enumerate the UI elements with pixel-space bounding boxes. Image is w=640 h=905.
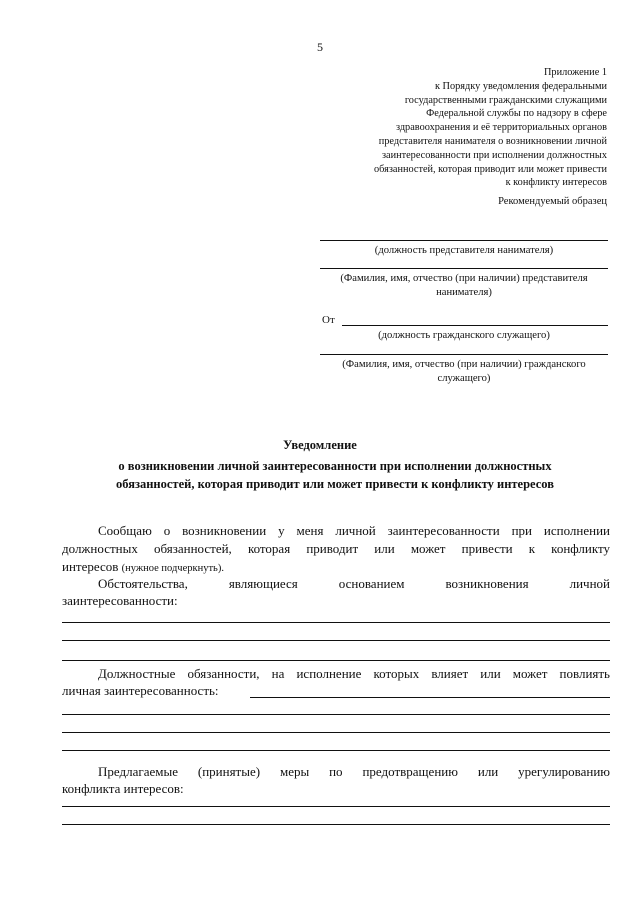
- appendix-line: обязанностей, которая приводит или может привести: [373, 163, 607, 175]
- servant-position-caption: (должность гражданского служащего): [378, 330, 550, 341]
- appendix-line: представителя нанимателя о возникновении личной: [378, 135, 607, 147]
- employer-position-line: [320, 240, 608, 241]
- servant-name-caption-line: (Фамилия, имя, отчество (при наличии) гражданского: [342, 359, 586, 370]
- fill-line: [62, 714, 610, 715]
- appendix-line: к конфликту интересов: [505, 177, 607, 189]
- appendix-line: к Порядку уведомления федеральными: [434, 80, 607, 92]
- paragraph-line: конфликта интересов:: [62, 781, 184, 796]
- paragraph-line: Предлагаемые (принятые) меры по предотвращению или урегулированию: [98, 764, 610, 779]
- employer-position-caption: (должность представителя нанимателя): [374, 245, 554, 256]
- employer-name-caption-line: нанимателя): [436, 287, 492, 298]
- fill-line: [250, 697, 610, 698]
- fill-line: [62, 806, 610, 807]
- fill-line: [62, 824, 610, 825]
- paragraph-line: заинтересованности:: [62, 593, 178, 608]
- appendix-line: государственными гражданскими служащими: [404, 94, 607, 106]
- appendix-line: Федеральной службы по надзору в сфере: [426, 108, 607, 120]
- underline-note: (нужное подчеркнуть).: [121, 563, 224, 574]
- fill-line: [62, 732, 610, 733]
- from-label: От: [322, 314, 335, 326]
- appendix-line: заинтересованности при исполнении должностных: [381, 149, 607, 161]
- recommended-sample-label: Рекомендуемый образец: [498, 196, 607, 207]
- paragraph-line: Сообщаю о возникновении у меня личной заинтересованности при исполнении: [98, 523, 610, 538]
- fill-line: [62, 640, 610, 641]
- paragraph-line: личная заинтересованность:: [62, 683, 219, 698]
- paragraph-measures: [62, 763, 610, 781]
- employer-name-caption-line: (Фамилия, имя, отчество (при наличии) представителя: [340, 273, 588, 284]
- notice-subtitle-line: обязанностей, которая приводит или может привести к конфликту интересов: [116, 477, 554, 491]
- notice-subtitle: [60, 457, 610, 493]
- notice-title: Уведомление: [283, 438, 357, 452]
- page-number: 5: [317, 40, 323, 54]
- servant-name-caption-line: служащего): [437, 373, 491, 384]
- paragraph-line: должностных обязанностей, которая приводит или может привести к конфликту: [62, 541, 610, 556]
- paragraph-line: Обстоятельства, являющиеся основанием возникновения личной: [98, 576, 610, 591]
- paragraph-duties: [62, 665, 610, 683]
- notice-subtitle-line: о возникновении личной заинтересованности при исполнении должностных: [118, 459, 552, 473]
- fill-line: [62, 622, 610, 623]
- paragraph-circumstances: [62, 575, 610, 593]
- paragraph-report: [62, 522, 610, 558]
- servant-name-line: [320, 354, 608, 355]
- appendix-line: здравоохранения и её территориальных органов: [395, 122, 607, 134]
- paragraph-line: интересов: [62, 559, 119, 574]
- servant-name-caption: [316, 358, 612, 386]
- appendix-title: Приложение 1: [544, 67, 607, 78]
- employer-name-caption: [316, 272, 612, 300]
- fill-line: [62, 660, 610, 661]
- paragraph-line: Должностные обязанности, на исполнение которых влияет или может повлиять: [98, 666, 610, 681]
- employer-name-line: [320, 268, 608, 269]
- appendix-header: [307, 66, 607, 190]
- from-line: [342, 325, 608, 326]
- fill-line: [62, 750, 610, 751]
